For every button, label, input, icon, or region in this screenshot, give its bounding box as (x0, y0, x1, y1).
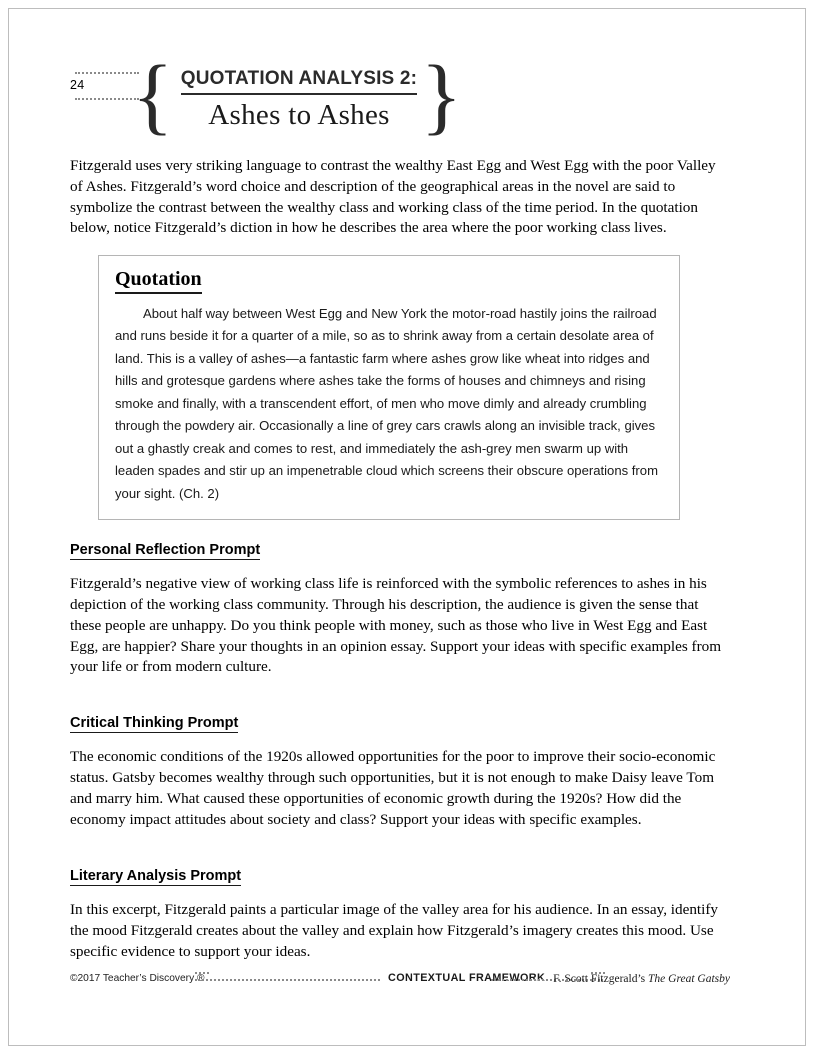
intro-paragraph: Fitzgerald uses very striking language to contrast the wealthy East Egg and West Egg with the poor Valley of Ashes. Fitzgerald’s word choice and description of the geographical areas in the novel are said to symbolize the contrast between the wealthy class and working class of the time period. In the quotation below, notice Fitzgerald’s diction in how he describes the area where the poor working class lives. (70, 157, 716, 237)
page-content (70, 47, 730, 978)
quotation-heading: Quotation (115, 268, 202, 294)
brace-right-glyph: } (420, 47, 462, 143)
footer-dotted-rule-left (195, 979, 380, 981)
footer-book-title (553, 973, 730, 985)
prompt-heading: Critical Thinking Prompt (70, 715, 239, 732)
footer-title-italic: The Great Gatsby (648, 973, 730, 985)
prompt-heading: Personal Reflection Prompt (70, 542, 261, 559)
quotation-box (98, 255, 680, 521)
footer-author: F. Scott Fitzgerald’s (553, 973, 649, 985)
prompt-body: Fitzgerald’s negative view of working class life is reinforced with the symbolic references to ashes in his depiction of the working class community. Through his description, the audience is given the sense that these people are unhappy. Do you think people with money, such as those who live in West Egg and East Egg, are happier? Share your thoughts in an opinion essay. Support your ideas with specific examples from your life or from modern culture. (70, 575, 722, 676)
page-number: 24 (70, 78, 85, 92)
page-footer (70, 965, 730, 995)
prompt-section-literary-analysis (70, 846, 730, 962)
prompt-body: In this excerpt, Fitzgerald paints a particular image of the valley area for his audience. In an essay, identify the mood Fitzgerald creates about the valley and explain how Fitzgerald’s imagery creates this mood. Use specific evidence to support your ideas. (70, 900, 719, 960)
quotation-text: About half way between West Egg and New York the motor-road hastily joins the railroad and runs beside it for a quarter of a mile, so as to shrink away from a certain desolate area of land. This is a valley of ashes—a fantastic farm where ashes grow like wheat into ridges and hills and grotesque gardens where ashes take the forms of houses and chimneys and rising smoke and finally, with a transcendent effort, of men who move dimly and already crumbling through the powdery air. Occasionally a line of grey cars crawls along an invisible track, gives out a ghastly creak and comes to rest, and immediately the ash-grey men swarm up with leaden spades and stir up an impenetrable cloud which screens their obscure operations from your sight. (Ch. 2) (115, 305, 658, 501)
footer-section-label: CONTEXTUAL FRAMEWORK (388, 972, 546, 984)
prompt-heading: Literary Analysis Prompt (70, 867, 242, 884)
footer-copyright: ©2017 Teacher’s Discovery ® (70, 973, 205, 984)
prompt-section-critical-thinking (70, 693, 730, 830)
header-dotted-rule (75, 72, 139, 98)
footer-dotted-rule-top-left (195, 972, 209, 974)
page-title-eyebrow: QUOTATION ANALYSIS 2: (181, 68, 417, 95)
prompt-section-personal-reflection (70, 520, 730, 678)
page-title: Ashes to Ashes (208, 99, 390, 131)
title-block (132, 47, 462, 143)
page-header (70, 47, 730, 143)
brace-left-glyph: { (132, 47, 174, 143)
prompt-body: The economic conditions of the 1920s allowed opportunities for the poor to improve their socio-economic status. Gatsby becomes wealthy through such opportunities, but it is not enough to make Daisy leave Tom and marry him. What caused these opportunities of economic growth during the 1920s? How did the economy impact attitudes about society and class? Support your ideas with specific examples. (70, 748, 716, 828)
